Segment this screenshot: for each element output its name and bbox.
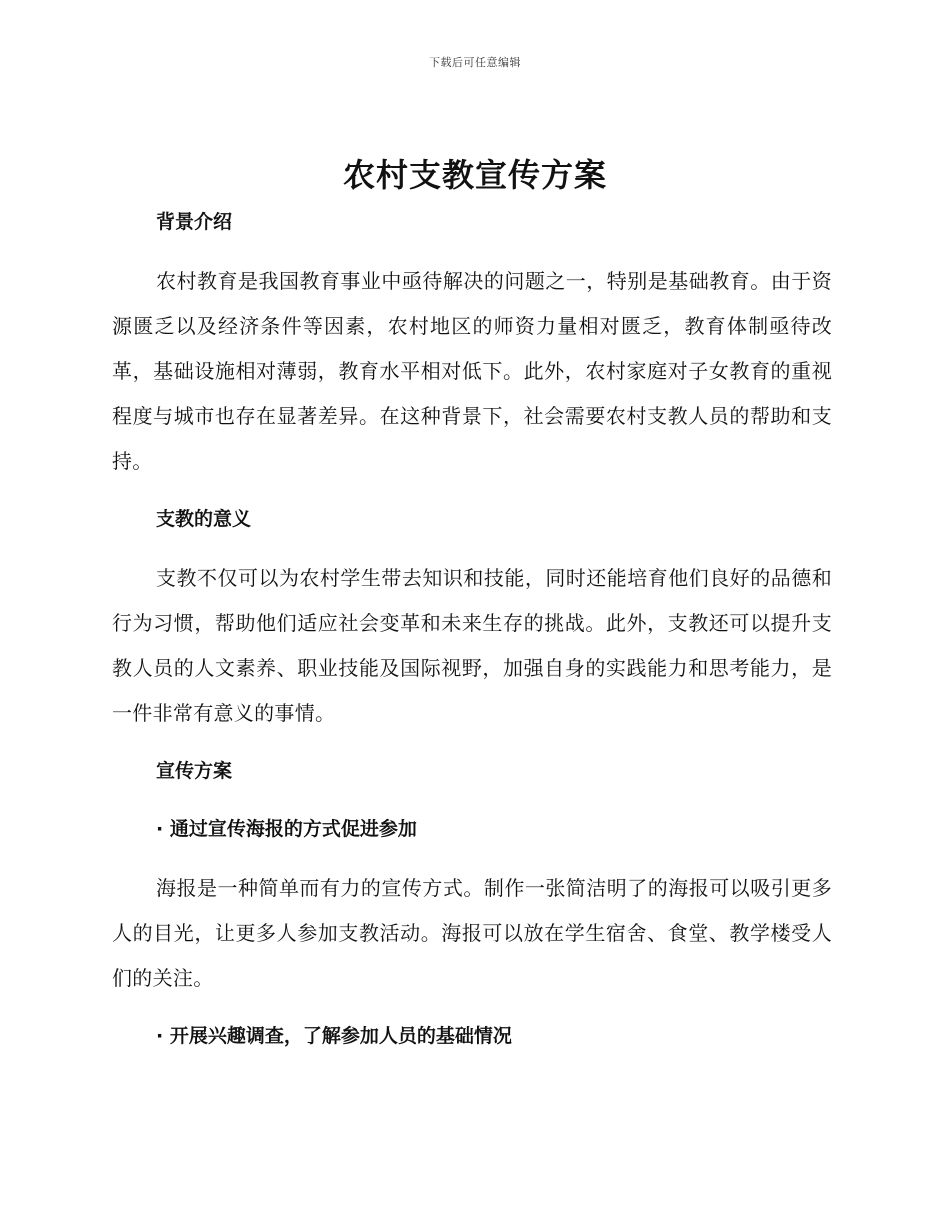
section-heading-background: 背景介绍	[156, 211, 233, 233]
subheading-interest-survey: · 开展兴趣调查，了解参加人员的基础情况	[156, 1025, 512, 1047]
section-heading-significance: 支教的意义	[156, 508, 252, 530]
paragraph-significance: 支教不仅可以为农村学生带去知识和技能，同时还能培育他们良好的品德和行为习惯，帮助他们适应社会变革和未来生存的挑战。此外，支教还可以提升支教人员的人文素养、职业技能及国际视野，加强自身的实践能力和思考能力，是一件非常有意义的事情。	[112, 566, 832, 725]
header-note: 下载后可任意编辑	[429, 56, 521, 69]
subheading-poster: · 通过宣传海报的方式促进参加	[156, 818, 417, 840]
paragraph-poster: 海报是一种简单而有力的宣传方式。制作一张简洁明了的海报可以吸引更多人的目光，让更多人参加支教活动。海报可以放在学生宿舍、食堂、教学楼受人们的关注。	[112, 876, 832, 990]
section-heading-promotion-plan: 宣传方案	[156, 760, 233, 782]
paragraph-background: 农村教育是我国教育事业中亟待解决的问题之一，特别是基础教育。由于资源匮乏以及经济条件等因素，农村地区的师资力量相对匮乏，教育体制亟待改革，基础设施相对薄弱，教育水平相对低下。此外，农村家庭对子女教育的重视程度与城市也存在显著差异。在这种背景下，社会需要农村支教人员的帮助和支持。	[112, 269, 832, 473]
document-title: 农村支教宣传方案	[342, 156, 607, 194]
document-body	[112, 201, 832, 1057]
